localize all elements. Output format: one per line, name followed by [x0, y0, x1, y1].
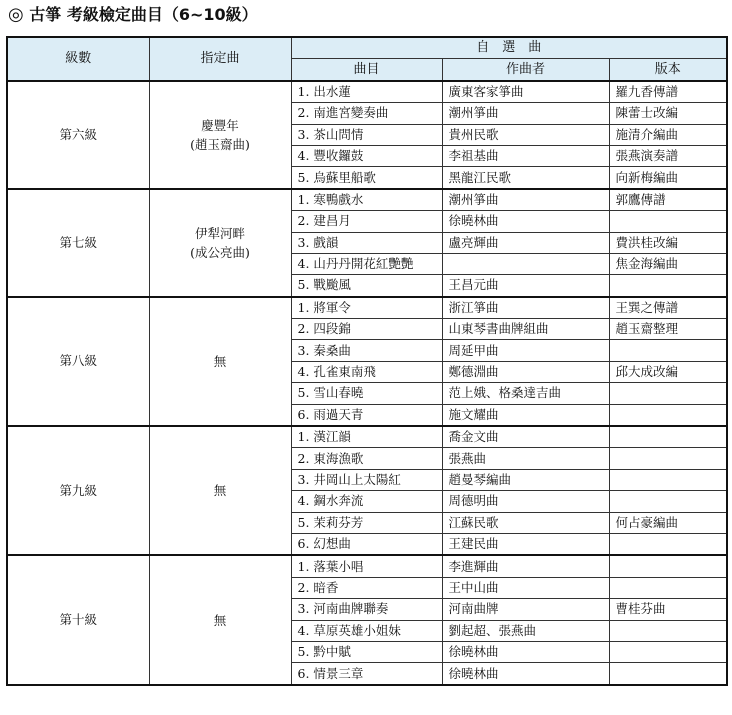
piece-title: 3. 井岡山上太陽紅	[291, 469, 442, 490]
piece-edition	[609, 555, 727, 577]
required-piece-title: 伊犁河畔	[194, 225, 245, 241]
grade-level: 第十級	[7, 555, 149, 684]
piece-edition	[609, 426, 727, 448]
piece-composer: 盧亮輝曲	[442, 232, 609, 253]
piece-composer: 廣東客家箏曲	[442, 81, 609, 103]
table-row	[7, 297, 727, 319]
piece-composer: 徐曉林曲	[442, 211, 609, 232]
piece-edition: 陳蕾士改編	[609, 103, 727, 124]
grade-level: 第九級	[7, 426, 149, 555]
piece-edition	[609, 469, 727, 490]
piece-title: 2. 南進宮變奏曲	[291, 103, 442, 124]
piece-edition	[609, 577, 727, 598]
piece-composer: 黑龍江民歌	[442, 167, 609, 189]
required-piece-title: 無	[213, 353, 227, 369]
piece-composer: 王建民曲	[442, 533, 609, 555]
piece-composer: 周德明曲	[442, 491, 609, 512]
piece-edition	[609, 491, 727, 512]
required-piece-title: 慶豐年	[201, 117, 239, 133]
piece-title: 3. 河南曲牌聯奏	[291, 599, 442, 620]
required-piece	[149, 426, 291, 555]
piece-edition	[609, 383, 727, 404]
piece-composer: 趙曼琴編曲	[442, 469, 609, 490]
piece-title: 6. 情景三章	[291, 663, 442, 685]
piece-composer: 浙江箏曲	[442, 297, 609, 319]
piece-edition	[609, 275, 727, 297]
grade-table-body	[7, 81, 727, 685]
table-row	[7, 189, 727, 211]
header-edition: 版本	[609, 59, 727, 81]
piece-composer: 潮州箏曲	[442, 189, 609, 211]
piece-composer: 范上娥、格桑達吉曲	[442, 383, 609, 404]
grade-repertoire-table	[6, 36, 728, 686]
piece-edition	[609, 620, 727, 641]
table-row	[7, 426, 727, 448]
piece-title: 5. 雪山春曉	[291, 383, 442, 404]
piece-title: 5. 茉莉芬芳	[291, 512, 442, 533]
piece-title: 1. 寒鴨戲水	[291, 189, 442, 211]
grade-level: 第七級	[7, 189, 149, 297]
required-piece	[149, 189, 291, 297]
piece-edition: 曹桂芬曲	[609, 599, 727, 620]
piece-edition	[609, 211, 727, 232]
piece-title: 3. 茶山問情	[291, 124, 442, 145]
piece-composer: 李祖基曲	[442, 145, 609, 166]
piece-composer: 張燕曲	[442, 448, 609, 469]
piece-edition	[609, 641, 727, 662]
piece-composer: 貴州民歌	[442, 124, 609, 145]
piece-composer: 施文耀曲	[442, 404, 609, 426]
piece-title: 3. 秦桑曲	[291, 340, 442, 361]
piece-edition: 邱大成改編	[609, 361, 727, 382]
piece-title: 4. 山丹丹開花紅艷艷	[291, 253, 442, 274]
piece-composer: 劉起超、張燕曲	[442, 620, 609, 641]
piece-title: 3. 戲韻	[291, 232, 442, 253]
header-level: 級數	[7, 37, 149, 81]
piece-composer: 潮州箏曲	[442, 103, 609, 124]
piece-title: 2. 建昌月	[291, 211, 442, 232]
piece-title: 5. 烏蘇里船歌	[291, 167, 442, 189]
header-elective-pieces: 自 選 曲	[291, 37, 727, 59]
piece-title: 1. 落葉小唱	[291, 555, 442, 577]
piece-composer: 河南曲牌	[442, 599, 609, 620]
piece-edition	[609, 533, 727, 555]
piece-title: 1. 將軍令	[291, 297, 442, 319]
required-piece-composer: (趙玉齋曲)	[190, 136, 250, 152]
piece-edition: 向新梅編曲	[609, 167, 727, 189]
piece-edition: 何占豪編曲	[609, 512, 727, 533]
piece-edition	[609, 340, 727, 361]
piece-edition: 郭鷹傳譜	[609, 189, 727, 211]
piece-composer: 王中山曲	[442, 577, 609, 598]
piece-title: 6. 幻想曲	[291, 533, 442, 555]
required-piece-title: 無	[213, 483, 227, 499]
piece-edition: 施清介編曲	[609, 124, 727, 145]
piece-title: 5. 黔中賦	[291, 641, 442, 662]
piece-edition	[609, 404, 727, 426]
piece-composer: 徐曉林曲	[442, 663, 609, 685]
piece-composer: 喬金文曲	[442, 426, 609, 448]
piece-title: 1. 出水蓮	[291, 81, 442, 103]
required-piece	[149, 297, 291, 426]
piece-composer: 李進輝曲	[442, 555, 609, 577]
piece-edition: 王巽之傳譜	[609, 297, 727, 319]
piece-edition: 焦金海編曲	[609, 253, 727, 274]
piece-composer: 王昌元曲	[442, 275, 609, 297]
required-piece	[149, 555, 291, 684]
piece-title: 2. 暗香	[291, 577, 442, 598]
piece-composer: 江蘇民歌	[442, 512, 609, 533]
required-piece-title: 無	[213, 612, 227, 628]
piece-edition: 羅九香傳譜	[609, 81, 727, 103]
piece-title: 4. 鋼水奔流	[291, 491, 442, 512]
header-required-piece: 指定曲	[149, 37, 291, 81]
grade-level: 第六級	[7, 81, 149, 189]
piece-edition	[609, 448, 727, 469]
piece-edition: 張燕演奏譜	[609, 145, 727, 166]
grade-level: 第八級	[7, 297, 149, 426]
piece-composer: 山東琴書曲牌組曲	[442, 319, 609, 340]
double-circle-icon: ◎	[8, 4, 24, 25]
required-piece	[149, 81, 291, 189]
header-composer: 作曲者	[442, 59, 609, 81]
table-row	[7, 81, 727, 103]
piece-title: 2. 四段錦	[291, 319, 442, 340]
table-row	[7, 555, 727, 577]
piece-composer	[442, 253, 609, 274]
page-title-text: 古箏 考級檢定曲目（6~10級）	[29, 5, 258, 24]
piece-edition: 趙玉齋整理	[609, 319, 727, 340]
piece-title: 4. 豐收鑼鼓	[291, 145, 442, 166]
piece-edition	[609, 663, 727, 685]
piece-edition: 費洪桂改編	[609, 232, 727, 253]
required-piece-composer: (成公亮曲)	[190, 244, 250, 260]
piece-title: 4. 草原英雄小姐妹	[291, 620, 442, 641]
header-piece: 曲目	[291, 59, 442, 81]
piece-title: 4. 孔雀東南飛	[291, 361, 442, 382]
piece-title: 5. 戰颱風	[291, 275, 442, 297]
piece-title: 1. 漢江韻	[291, 426, 442, 448]
piece-title: 2. 東海漁歌	[291, 448, 442, 469]
piece-composer: 周延甲曲	[442, 340, 609, 361]
piece-composer: 徐曉林曲	[442, 641, 609, 662]
piece-composer: 鄭德淵曲	[442, 361, 609, 382]
page-title	[8, 3, 258, 27]
piece-title: 6. 雨過天青	[291, 404, 442, 426]
